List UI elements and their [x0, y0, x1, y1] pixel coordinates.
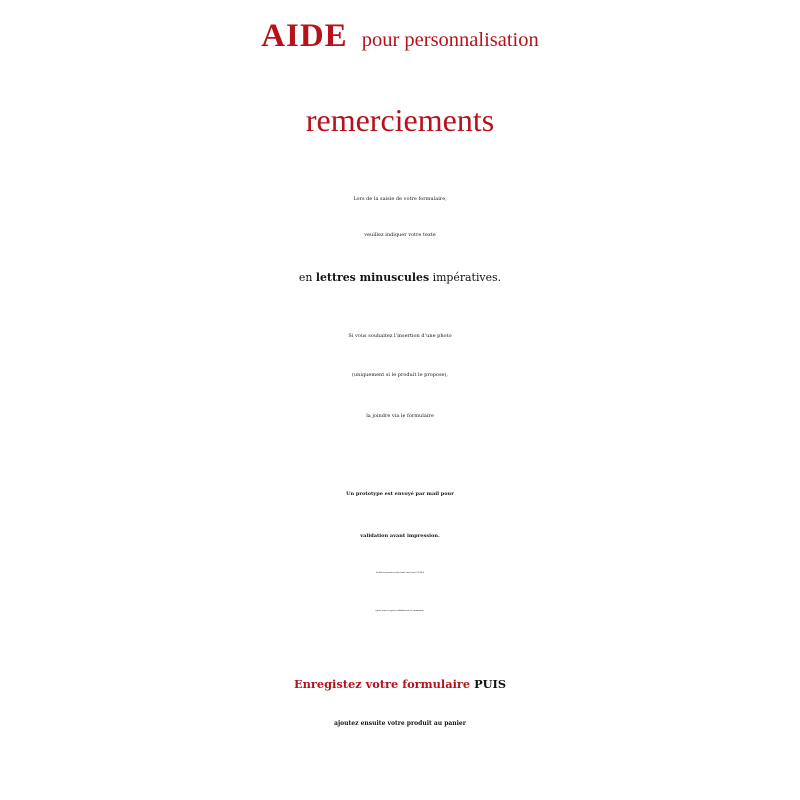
prototype-notice-line: validation avant impression. [360, 533, 440, 539]
mailbox-notice-line: (jours ouvrés) après validation de la commande. [375, 610, 425, 612]
photo-instruction-line: Si vous souhaitez l’insertion d’une photo [348, 333, 452, 339]
mailbox-notice-line: Veuillez consulter votre boîte mail sous 24/48 h [375, 572, 425, 574]
title-main: AIDE [261, 18, 348, 54]
instruction-suffix: impératives. [429, 271, 502, 284]
photo-instruction-line: la joindre via le formulaire [366, 413, 434, 419]
cta-line: ajoutez ensuite votre produit au panier [334, 720, 466, 727]
instruction-prefix: en [298, 271, 316, 284]
cta-highlight: Enregistez votre formulaire [293, 677, 471, 691]
cta-line [0, 677, 800, 691]
photo-instruction-line: (uniquement si le produit le propose), [351, 372, 449, 378]
cta-puis: PUIS [470, 677, 507, 691]
instruction-emphasis: lettres minuscules [315, 271, 430, 284]
title-secondary: pour personnalisation [361, 29, 539, 51]
form-instruction-line: veuillez indiquer votre texte [364, 232, 436, 238]
form-instruction-line [0, 271, 800, 284]
page-title [0, 18, 800, 98]
page-subtitle: remerciements [305, 102, 495, 138]
form-instruction-line: Lors de la saisie de votre formulaire, [353, 196, 447, 202]
prototype-notice-line: Un prototype est envoyé par mail pour [346, 491, 454, 497]
